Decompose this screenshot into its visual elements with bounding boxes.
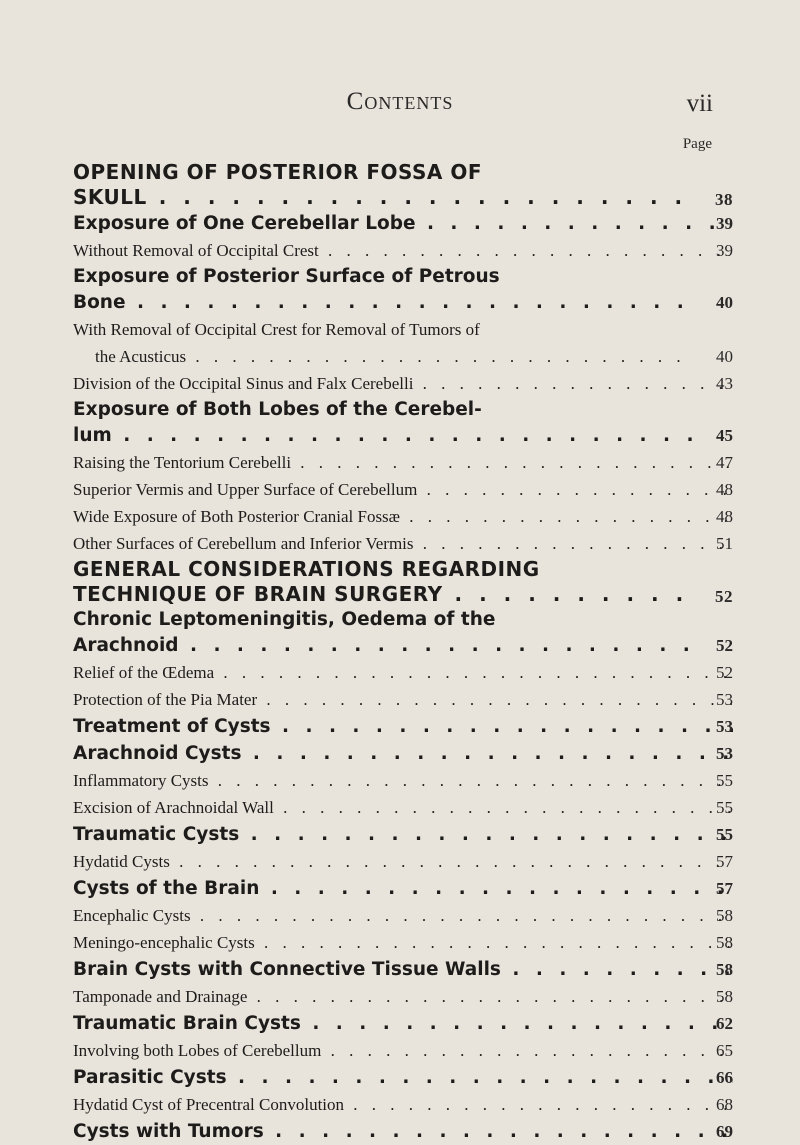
- toc-entry-line: TECHNIQUE OF BRAIN SURGERY . . .: [73, 582, 693, 607]
- table-of-contents: [73, 160, 733, 1145]
- toc-entry-title: [73, 160, 733, 210]
- toc-page-number: 66: [716, 1068, 733, 1087]
- toc-entry-line: lum . . .: [73, 423, 693, 449]
- toc-entry-line: Wide Exposure of Both Posterior Cranial Fossæ . . .: [73, 507, 733, 526]
- toc-entry-line: Raising the Tentorium Cerebelli . . .: [73, 453, 733, 472]
- toc-entry-title: [73, 449, 733, 476]
- toc-entry-line: Tamponade and Drainage . . .: [73, 987, 733, 1006]
- toc-page-number: 53: [716, 717, 733, 736]
- toc-entry-title: [73, 503, 733, 530]
- toc-entry[interactable]: [73, 530, 733, 557]
- toc-entry[interactable]: [73, 449, 733, 476]
- toc-entry-title: [73, 767, 733, 794]
- toc-entry-line: Exposure of Both Lobes of the Cerebel-: [73, 399, 482, 420]
- toc-page-number: 53: [716, 744, 733, 763]
- toc-page-number: 48: [716, 507, 733, 526]
- toc-entry-line: Treatment of Cysts . . .: [73, 716, 733, 737]
- toc-entry[interactable]: [73, 767, 733, 794]
- toc-entry-line: Parasitic Cysts . . .: [73, 1067, 733, 1088]
- toc-entry-line: Arachnoid Cysts . . .: [73, 743, 733, 764]
- toc-entry[interactable]: [73, 929, 733, 956]
- toc-page-number: 57: [716, 852, 733, 871]
- toc-entry[interactable]: [73, 264, 733, 316]
- toc-entry-title: [73, 557, 733, 607]
- toc-entry-title: [73, 370, 733, 397]
- toc-entry-line: Arachnoid . . .: [73, 633, 693, 659]
- toc-entry[interactable]: [73, 875, 733, 902]
- toc-entry-line: Excision of Arachnoidal Wall . . .: [73, 798, 733, 817]
- toc-entry-title: [73, 264, 733, 316]
- toc-entry-title: [73, 1118, 733, 1145]
- toc-page-number: 39: [716, 241, 733, 260]
- toc-entry-line: Superior Vermis and Upper Surface of Cerebellum . . .: [73, 480, 733, 499]
- toc-entry[interactable]: [73, 713, 733, 740]
- toc-entry-line: Other Surfaces of Cerebellum and Inferior Vermis . . .: [73, 534, 733, 553]
- toc-entry[interactable]: [73, 1118, 733, 1145]
- toc-entry-title: [73, 821, 733, 848]
- toc-page-number: 68: [716, 1095, 733, 1114]
- toc-entry-title: [73, 686, 733, 713]
- toc-entry[interactable]: [73, 686, 733, 713]
- toc-entry[interactable]: [73, 794, 733, 821]
- toc-entry-title: [73, 929, 733, 956]
- toc-entry[interactable]: [73, 1010, 733, 1037]
- toc-entry-title: [73, 397, 733, 449]
- toc-entry-title: [73, 713, 733, 740]
- toc-page-number: 58: [716, 960, 733, 979]
- toc-entry-title: [73, 902, 733, 929]
- toc-entry[interactable]: [73, 316, 733, 370]
- toc-entry-line: Cysts of the Brain . . .: [73, 878, 733, 899]
- toc-page-number: 58: [716, 906, 733, 925]
- toc-entry-title: [73, 1091, 733, 1118]
- toc-entry-title: [73, 607, 733, 659]
- toc-entry[interactable]: [73, 503, 733, 530]
- toc-page-number: 52: [715, 587, 733, 606]
- toc-entry-line: Exposure of Posterior Surface of Petrous: [73, 266, 500, 287]
- toc-entry-title: [73, 1037, 733, 1064]
- toc-entry-title: [73, 1064, 733, 1091]
- toc-entry-title: [73, 794, 733, 821]
- toc-entry-line: Traumatic Brain Cysts . . .: [73, 1013, 733, 1034]
- toc-entry[interactable]: [73, 740, 733, 767]
- toc-page-number: 55: [716, 771, 733, 790]
- toc-page-number: 65: [716, 1041, 733, 1060]
- toc-entry-line: Inflammatory Cysts . . .: [73, 771, 733, 790]
- toc-page-number: 52: [716, 663, 733, 682]
- toc-entry-title: [73, 740, 733, 767]
- toc-entry[interactable]: [73, 607, 733, 659]
- page-column-label: Page: [682, 136, 712, 152]
- toc-entry[interactable]: [73, 1064, 733, 1091]
- toc-entry-line: Relief of the Œdema . . .: [73, 663, 733, 682]
- toc-page-number: 40: [716, 293, 733, 312]
- toc-page-number: 52: [716, 636, 733, 655]
- toc-entry-title: [73, 530, 733, 557]
- toc-page-number: 55: [716, 825, 733, 844]
- toc-entry[interactable]: [73, 1037, 733, 1064]
- toc-entry[interactable]: [73, 659, 733, 686]
- toc-entry[interactable]: [73, 557, 733, 607]
- toc-entry[interactable]: [73, 237, 733, 264]
- toc-page-number: 48: [716, 480, 733, 499]
- toc-page-number: 53: [716, 690, 733, 709]
- toc-page-number: 40: [716, 347, 733, 366]
- toc-entry-line: the Acusticus . . .: [73, 343, 693, 370]
- toc-entry-line: Without Removal of Occipital Crest . . .: [73, 241, 733, 260]
- toc-entry-title: [73, 237, 733, 264]
- toc-entry-line: Hydatid Cyst of Precentral Convolution . . .: [73, 1095, 733, 1114]
- toc-entry-title: [73, 659, 733, 686]
- toc-entry-line: Bone . . .: [73, 290, 693, 316]
- toc-entry[interactable]: [73, 902, 733, 929]
- toc-entry-title: [73, 210, 733, 237]
- toc-entry-title: [73, 956, 733, 983]
- page-header: [0, 88, 800, 128]
- toc-page-number: 51: [716, 534, 733, 553]
- toc-page-number: 69: [716, 1122, 733, 1141]
- toc-entry-line: Chronic Leptomeningitis, Oedema of the: [73, 609, 496, 630]
- toc-entry-title: [73, 476, 733, 503]
- toc-entry-line: With Removal of Occipital Crest for Removal of Tumors of: [73, 320, 480, 339]
- toc-page-number: 38: [715, 190, 733, 209]
- toc-entry[interactable]: [73, 1091, 733, 1118]
- toc-page-number: 58: [716, 987, 733, 1006]
- toc-page-number: 55: [716, 798, 733, 817]
- toc-entry-line: Meningo-encephalic Cysts . . .: [73, 933, 733, 952]
- toc-entry-title: [73, 848, 733, 875]
- toc-page-number: 62: [716, 1014, 733, 1033]
- toc-entry-title: [73, 1010, 733, 1037]
- toc-page-number: 45: [716, 426, 733, 445]
- toc-entry[interactable]: [73, 821, 733, 848]
- toc-page-number: 43: [716, 374, 733, 393]
- toc-entry-line: SKULL . . .: [73, 185, 693, 210]
- toc-entry[interactable]: [73, 956, 733, 983]
- toc-entry-line: Protection of the Pia Mater . . .: [73, 690, 733, 709]
- toc-entry-line: Cysts with Tumors . . .: [73, 1121, 733, 1142]
- toc-page-number: 39: [716, 214, 733, 233]
- toc-page-number: 57: [716, 879, 733, 898]
- toc-entry[interactable]: [73, 397, 733, 449]
- toc-entry-line: Exposure of One Cerebellar Lobe . . .: [73, 213, 733, 234]
- toc-entry[interactable]: [73, 983, 733, 1010]
- toc-entry[interactable]: [73, 476, 733, 503]
- toc-entry-line: Traumatic Cysts . . .: [73, 824, 733, 845]
- toc-entry-line: Encephalic Cysts . . .: [73, 906, 733, 925]
- toc-entry-line: Involving both Lobes of Cerebellum . . .: [73, 1041, 733, 1060]
- toc-page-number: 47: [716, 453, 733, 472]
- toc-entry-title: [73, 316, 733, 370]
- toc-entry[interactable]: [73, 848, 733, 875]
- toc-entry[interactable]: [73, 370, 733, 397]
- toc-entry[interactable]: [73, 160, 733, 210]
- toc-page-number: 58: [716, 933, 733, 952]
- toc-entry-title: [73, 983, 733, 1010]
- toc-entry-line: Brain Cysts with Connective Tissue Walls . . .: [73, 959, 733, 980]
- toc-entry-line: OPENING OF POSTERIOR FOSSA OF: [73, 160, 483, 184]
- toc-entry-line: GENERAL CONSIDERATIONS REGARDING: [73, 557, 540, 581]
- contents-heading: Contents: [346, 88, 454, 115]
- toc-entry-line: Division of the Occipital Sinus and Falx Cerebelli . . .: [73, 374, 733, 393]
- toc-entry[interactable]: [73, 210, 733, 237]
- toc-entry-title: [73, 875, 733, 902]
- page-number-roman: vii: [686, 90, 713, 117]
- toc-entry-line: Hydatid Cysts . . .: [73, 852, 733, 871]
